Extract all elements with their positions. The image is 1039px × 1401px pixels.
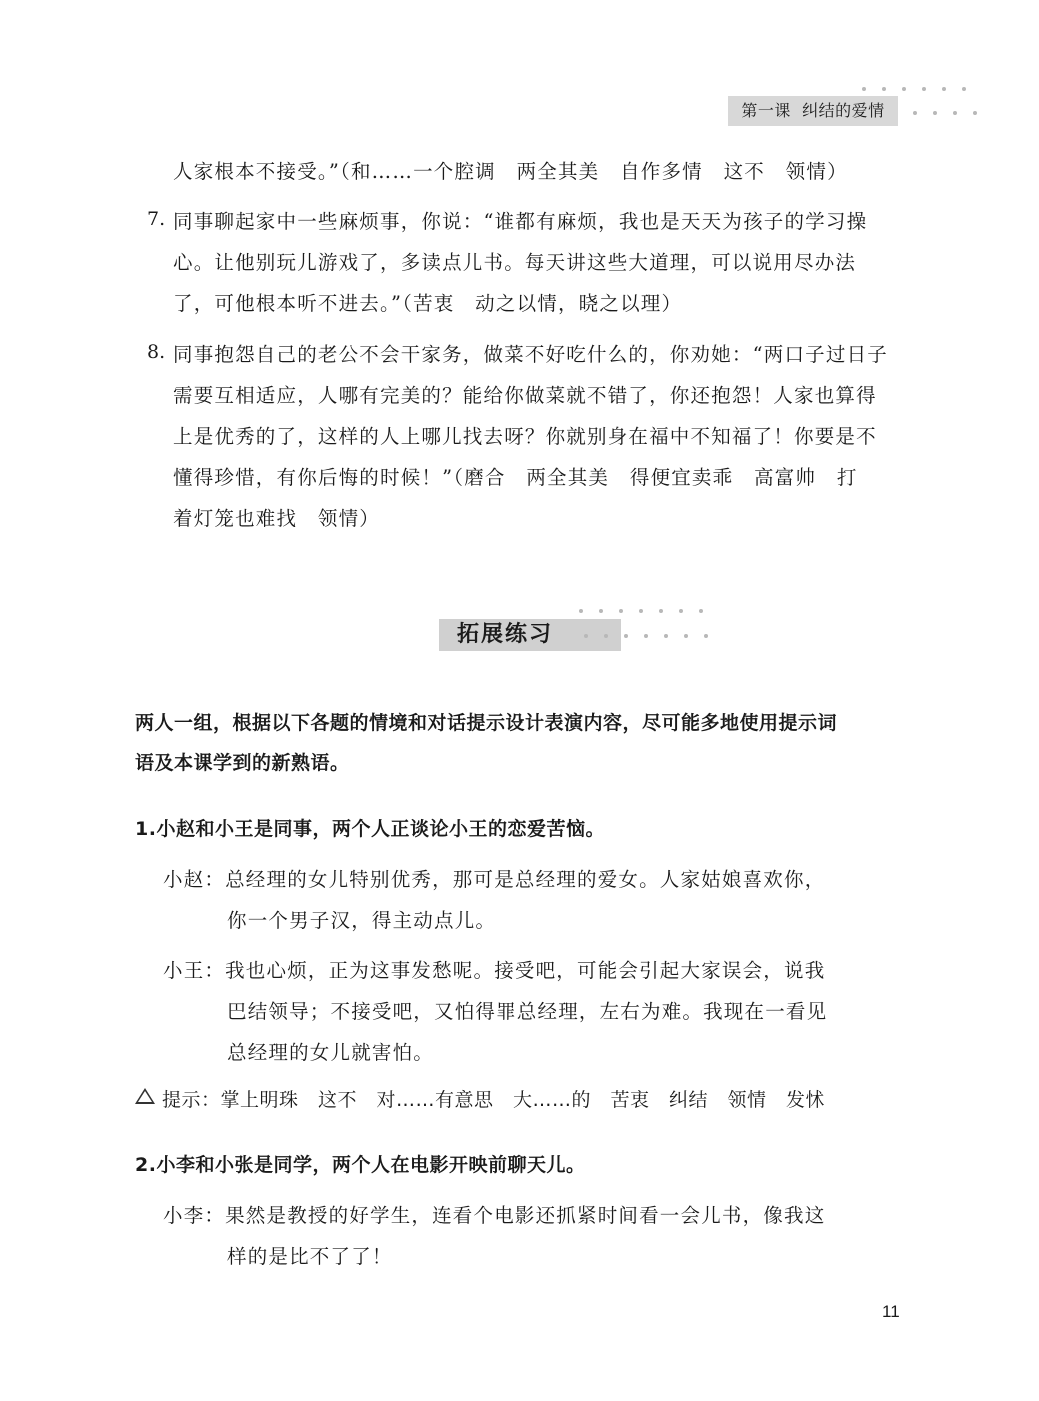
dialogue-line [163,955,825,983]
speaker-label: 小赵： [163,868,226,891]
exercise-2-number: 2. [135,1154,157,1176]
header-dots-top [862,87,966,91]
dialogue-text: 我也心烦，正为这事发愁呢。接受吧，可能会引起大家误会，说我 [225,959,826,982]
item-7-number: 7. [147,208,166,230]
item-8-line: 上是优秀的了，这样的人上哪儿找去呀？你就别身在福中不知福了！你要是不 [173,425,877,448]
item-6-line: 人家根本不接受。”（和……一个腔调 两全其美 自作多情 这不 领情） [173,160,848,183]
item-8-line: 懂得珍惜，有你后悔的时候！”（磨合 两全其美 得便宜卖乖 高富帅 打 [173,466,858,489]
item-7-line: 了，可他根本听不进去。”（苦衷 动之以情，晓之以理） [173,292,683,315]
section-dots-side [584,634,708,638]
page-number: 11 [882,1302,900,1321]
item-8-number: 8. [147,341,166,363]
item-8-line: 需要互相适应，人哪有完美的？能给你做菜就不错了，你还抱怨！人家也算得 [173,384,877,407]
exercise-1-prompt-text: 小赵和小王是同事，两个人正谈论小王的恋爱苦恼。 [156,818,605,840]
instructions-line: 语及本课学到的新熟语。 [135,752,350,774]
dialogue-text: 总经理的女儿就害怕。 [227,1041,435,1064]
triangle-icon [135,1088,155,1104]
header-dots-bottom [913,111,977,115]
dialogue-text: 果然是教授的好学生，连看个电影还抓紧时间看一会儿书，像我这 [225,1204,826,1227]
running-header [728,96,898,126]
dialogue-line [163,1200,825,1228]
dialogue-text: 样的是比不了了！ [227,1245,393,1268]
item-7-line: 同事聊起家中一些麻烦事，你说：“谁都有麻烦，我也是天天为孩子的学习操 [173,210,868,233]
exercise-1-prompt [135,814,605,841]
dialogue-text: 你一个男子汉，得主动点儿。 [227,909,497,932]
dialogue-line [163,864,825,892]
instructions-line: 两人一组，根据以下各题的情境和对话提示设计表演内容，尽可能多地使用提示词 [135,712,838,734]
hint-label: 提示： [162,1089,221,1111]
speaker-label: 小李： [163,1204,226,1227]
header-lesson: 第一课 [741,101,791,120]
exercise-2-prompt-text: 小李和小张是同学，两个人在电影开映前聊天儿。 [156,1154,586,1176]
item-7-line: 心。让他别玩儿游戏了，多读点儿书。每天讲这些大道理，可以说用尽办法 [173,251,857,274]
header-title: 纠结的爱情 [802,101,885,120]
hint-words: 掌上明珠 这不 对……有意思 大……的 苦衷 纠结 领情 发怵 [220,1089,826,1111]
exercise-2-prompt [135,1150,585,1177]
speaker-label: 小王： [163,959,226,982]
item-8-line: 同事抱怨自己的老公不会干家务，做菜不好吃什么的，你劝她：“两口子过日子 [173,343,888,366]
exercise-1-number: 1. [135,818,157,840]
dialogue-text: 巴结领导；不接受吧，又怕得罪总经理，左右为难。我现在一看见 [227,1000,828,1023]
hint-line [162,1085,825,1112]
section-dots-top [579,609,703,613]
item-8-line: 着灯笼也难找 领情） [173,507,381,530]
section-title: 拓展练习 [439,619,621,651]
dialogue-text: 总经理的女儿特别优秀，那可是总经理的爱女。人家姑娘喜欢你， [225,868,826,891]
